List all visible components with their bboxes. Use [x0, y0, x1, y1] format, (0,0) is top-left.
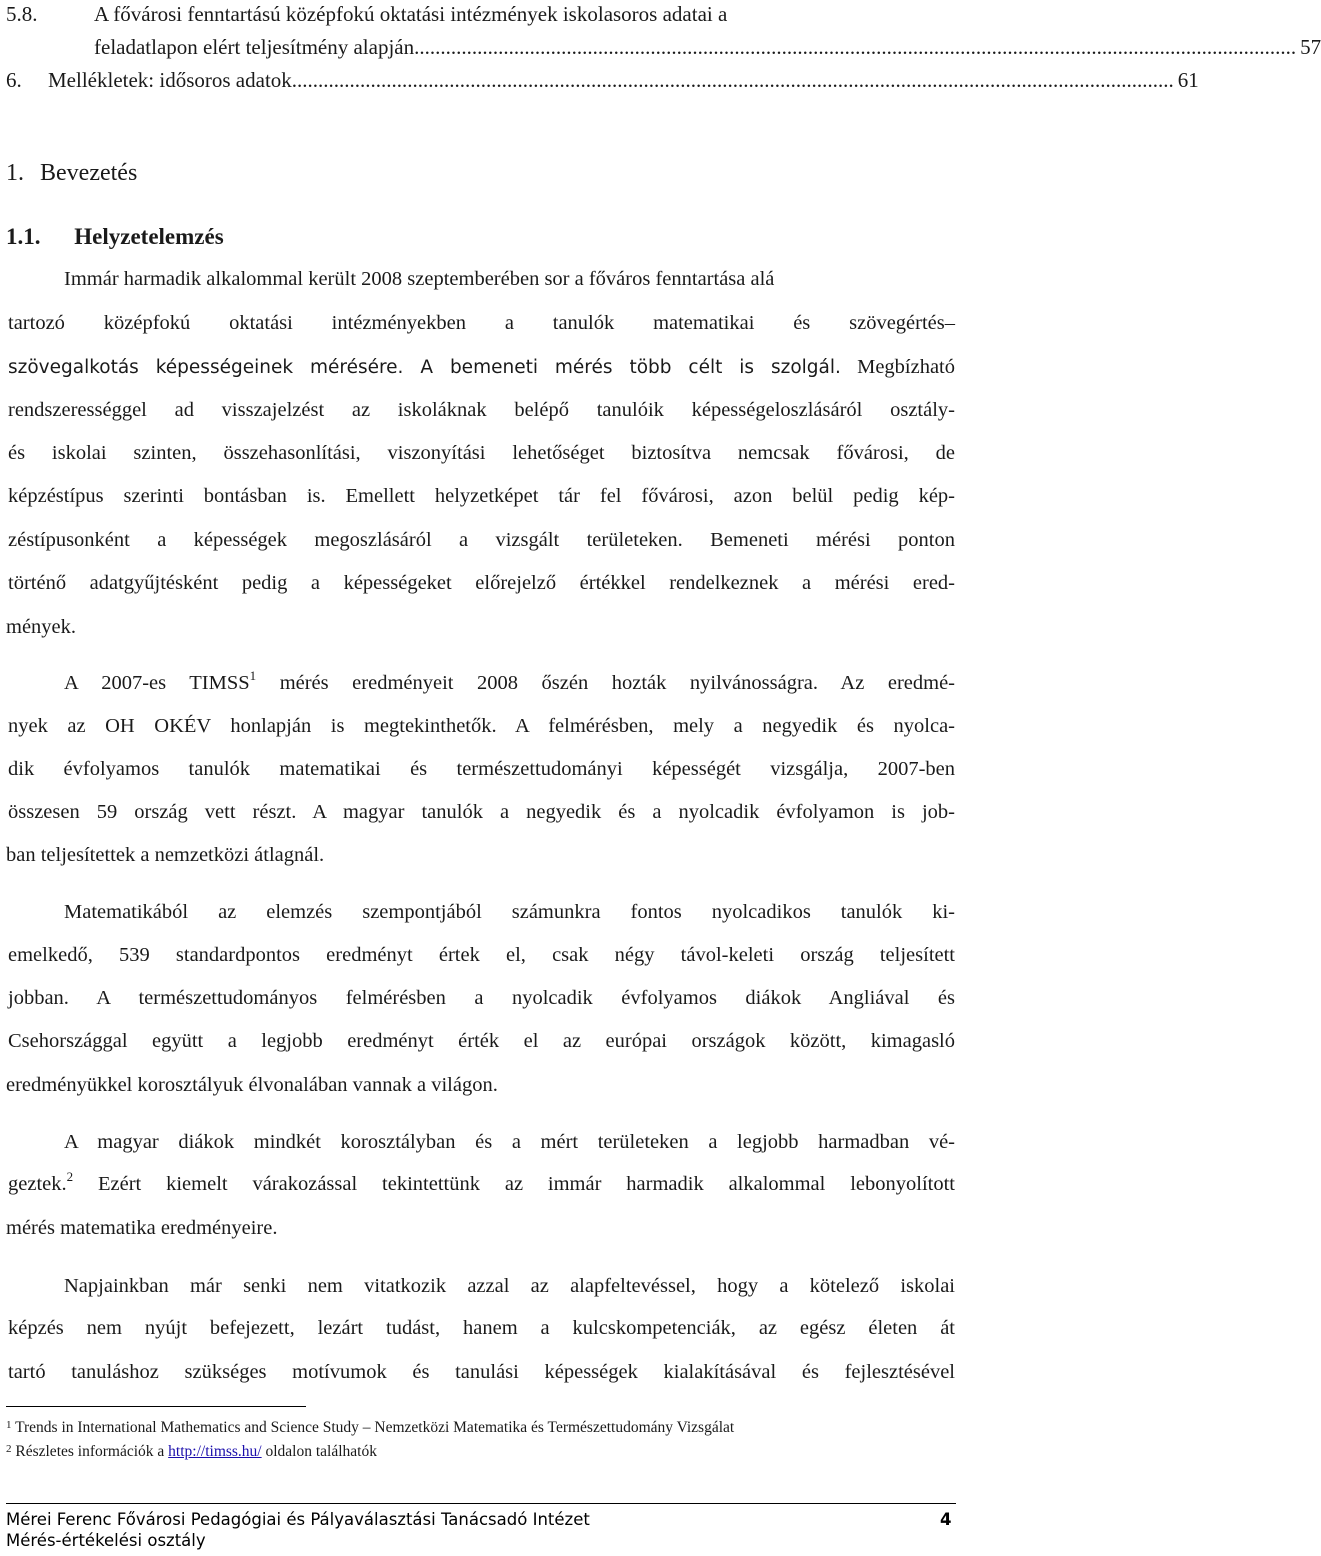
paragraph-line: nyek az OH OKÉV honlapján is megtekinthetők. A felmérésben, mely a negyedik és nyolca-: [8, 715, 955, 737]
footer-institution: Mérei Ferenc Fővárosi Pedagógiai és Pályaválasztási Tanácsadó Intézet: [6, 1510, 590, 1529]
footnote-2-text-end: oldalon találhatók: [261, 1443, 377, 1460]
footnote-1: [6, 1419, 734, 1437]
subsection-title: Helyzetelemzés: [74, 224, 224, 249]
paragraph-line: összesen 59 ország vett részt. A magyar tanulók a negyedik és a nyolcadik évfolyamon is job-: [8, 801, 955, 823]
toc-leader: ........................................................................................................................................................................: [291, 68, 1174, 92]
footnote-2-text: Részletes információk a: [11, 1443, 169, 1460]
toc-leader: ........................................................................................................................................................................: [414, 35, 1297, 59]
footer-rule: [6, 1503, 956, 1504]
paragraph-line: szövegalkotás képességeinek mérésére. A bemeneti mérés több célt is szolgál. Megbízható: [8, 356, 956, 378]
footnote-1-text: Trends in International Mathematics and Science Study – Nemzetközi Matematika és Természettudomány Vizsgálat: [11, 1419, 735, 1436]
timss-link[interactable]: http://timss.hu/: [168, 1443, 262, 1460]
paragraph-line: mények.: [6, 616, 77, 638]
paragraph-line: jobban. A természettudományos felmérésben a nyolcadik évfolyamos diákok Angliával és: [8, 987, 955, 1009]
paragraph-line: tartó tanuláshoz szükséges motívumok és tanulási képességek kialakításával és fejlesztésével: [8, 1361, 955, 1383]
footer-page-number: 4: [940, 1510, 952, 1529]
footnote-2: [6, 1443, 377, 1461]
paragraph-line: zéstípusonként a képességek megoszlásáról a vizsgált területeken. Bemeneti mérési ponton: [8, 529, 955, 551]
toc-entry-5-8-page: 57: [1300, 35, 1321, 59]
toc-entry-6-page: 61: [1177, 68, 1199, 92]
paragraph-line: rendszerességgel ad visszajelzést az iskoláknak belépő tanulóik képességeloszlásáról osztály-: [8, 399, 955, 421]
footnote-separator: [6, 1406, 306, 1407]
footnote-ref-2[interactable]: 2: [66, 1169, 74, 1184]
paragraph-line: mérés matematika eredményeire.: [6, 1217, 278, 1239]
paragraph-line: dik évfolyamos tanulók matematikai és természettudományi képességét vizsgálja, 2007-ben: [8, 758, 955, 780]
paragraph-line: ban teljesítettek a nemzetközi átlagnál.: [6, 844, 325, 866]
paragraph-line: geztek.$^2$ Ezért kiemelt várakozással tekintettünk az immár harmadik alkalommal lebonyolított: [8, 1169, 955, 1195]
section-title: Bevezetés: [40, 160, 138, 186]
toc-entry-5-8-line2[interactable]: [94, 35, 1321, 60]
toc-entry-6-num: 6.: [6, 68, 22, 92]
paragraph-line: tartozó középfokú oktatási intézményekben a tanulók matematikai és szövegértés–: [8, 312, 955, 334]
paragraph-line: Matematikából az elemzés szempontjából számunkra fontos nyolcadikos tanulók ki-: [64, 901, 955, 923]
footnote-ref-1[interactable]: 1: [249, 668, 257, 683]
paragraph-line: történő adatgyűjtésként pedig a képességeket előrejelző értékkel rendelkeznek a mérési ered-: [8, 572, 955, 594]
footnote-1-number: 1: [6, 1419, 12, 1431]
toc-entry-5-8-line1: A fővárosi fenntartású középfokú oktatási intézmények iskolasoros adatai a: [94, 2, 728, 26]
toc-entry-5-8-text: feladatlapon elért teljesítmény alapján: [94, 35, 415, 59]
toc-entry-6[interactable]: [48, 68, 1199, 93]
paragraph-line: képzés nem nyújt befejezett, lezárt tudást, hanem a kulcskompetenciák, az egész életen át: [8, 1317, 955, 1339]
paragraph-line: Csehországgal együtt a legjobb eredményt érték el az európai országok között, kimagasló: [8, 1030, 955, 1052]
paragraph-line: A 2007-es TIMSS$^1$ mérés eredményeit 2008 őszén hozták nyilvánosságra. Az eredmé-: [64, 668, 955, 694]
subsection-heading: [6, 224, 224, 250]
paragraph-line: emelkedő, 539 standardpontos eredményt értek el, csak négy távol-keleti ország teljesített: [8, 944, 955, 966]
section-heading: [6, 160, 137, 187]
paragraph-line: eredményükkel korosztályuk élvonalában vannak a világon.: [6, 1074, 498, 1096]
section-number: 1.: [6, 160, 24, 186]
paragraph-line: képzéstípus szerinti bontásban is. Emellett helyzetképet tár fel fővárosi, azon belül pedig kép-: [8, 485, 955, 507]
footer-department: Mérés-értékelési osztály: [6, 1531, 206, 1550]
paragraph-line: Napjainkban már senki nem vitatkozik azzal az alapfeltevéssel, hogy a kötelező iskolai: [64, 1275, 955, 1297]
paragraph-line: A magyar diákok mindkét korosztályban és a mért területeken a legjobb harmadban vé-: [64, 1131, 955, 1153]
paragraph-line: Immár harmadik alkalommal került 2008 szeptemberében sor a főváros fenntartása alá: [64, 268, 775, 290]
toc-entry-5-8-num: 5.8.: [6, 2, 38, 26]
subsection-number: 1.1.: [6, 224, 41, 249]
toc-entry-6-text: Mellékletek: idősoros adatok: [48, 68, 292, 92]
paragraph-line: és iskolai szinten, összehasonlítási, viszonyítási lehetőséget biztosítva nemcsak fővárosi, de: [8, 442, 955, 464]
footnote-2-number: 2: [6, 1443, 12, 1455]
